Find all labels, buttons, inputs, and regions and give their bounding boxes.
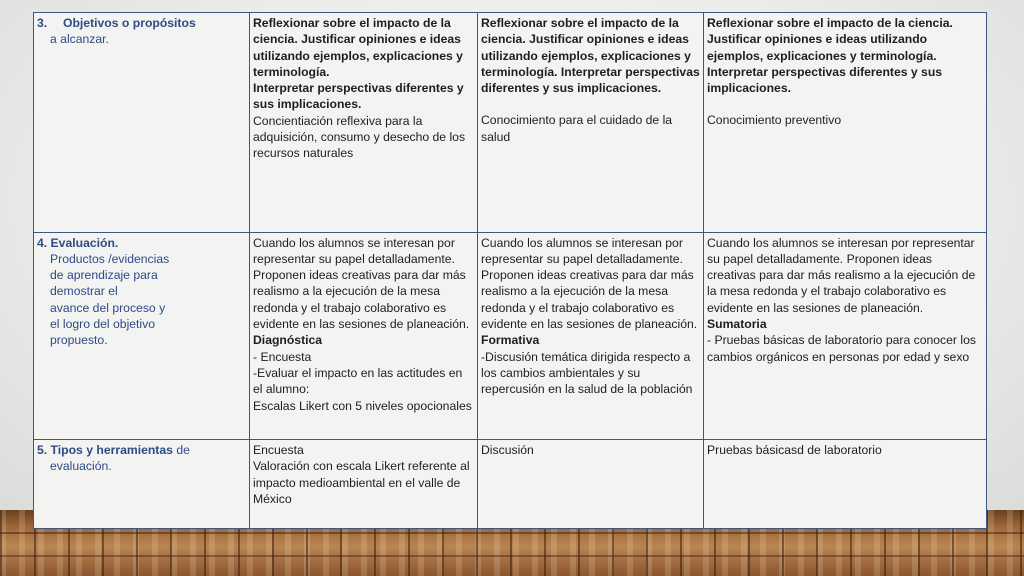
cell-text: Encuesta — [253, 442, 304, 457]
cell-tipos-col2 — [478, 439, 704, 528]
label-title: 5. Tipos y herramientas — [37, 442, 173, 457]
cell-evaluacion-col2 — [478, 232, 704, 439]
cell-bold-text: Reflexionar sobre el impacto de la ciencia. Justificar opiniones e ideas utilizando ejemplos, explicaciones y terminología. Interpretar perspectivas diferentes y sus implicaciones. — [707, 16, 953, 96]
label-line: Productos /evidencias — [50, 251, 170, 266]
cell-objetivos-col1 — [250, 13, 478, 233]
cell-list-item: -Discusión temática dirigida respecto a los cambios ambientales y su repercusión en la salud de la población — [481, 349, 693, 397]
cell-bold-text: Sumatoria — [707, 317, 767, 332]
cell-text: Pruebas básicasd de laboratorio — [707, 442, 882, 457]
cell-objetivos-col3 — [704, 13, 987, 233]
label-title: Objetivos o propósitos — [63, 16, 196, 30]
cell-objetivos-col2 — [478, 13, 704, 233]
cell-text: Conocimiento para el cuidado de la salud — [481, 113, 673, 144]
cell-text: Concientiación reflexiva para la adquisición, consumo y desecho de los recursos naturales — [253, 113, 466, 161]
row-label-objetivos — [34, 13, 250, 233]
label-line: el logro del objetivo — [50, 317, 156, 332]
cell-tipos-col3 — [704, 439, 987, 528]
cell-tipos-col1 — [250, 439, 478, 528]
cell-bold-text: Formativa — [481, 333, 540, 348]
cell-bold-text: Reflexionar sobre el impacto de la ciencia. Justificar opiniones e ideas utilizando ejemplos, explicaciones y terminología. — [253, 16, 463, 79]
label-line: demostrar el — [50, 284, 118, 299]
row-label-tipos — [34, 439, 250, 528]
table-row-evaluacion — [34, 232, 987, 439]
cell-bold-text: Reflexionar sobre el impacto de la ciencia. Justificar opiniones e ideas utilizando ejemplos, explicaciones y terminología. Interpretar perspectivas diferentes y sus implicaciones. — [481, 16, 700, 96]
cell-text: Cuando los alumnos se interesan por representar su papel detalladamente. Proponen ideas creativas para dar más realismo a la ejecución de la mesa redonda y el trabajo colaborativo es evidente en las sesiones de planeación. — [253, 235, 470, 332]
cell-text: Cuando los alumnos se interesan por representar su papel detalladamente. Proponen ideas creativas para dar más realismo a la ejecución de la mesa redonda y el trabajo colaborativo es evidente en las sesiones de planeación. — [707, 235, 976, 315]
cell-bold-text: Diagnóstica — [253, 333, 323, 348]
cell-evaluacion-col1 — [250, 232, 478, 439]
label-suffix: de — [172, 442, 190, 457]
cell-text: Conocimiento preventivo — [707, 113, 842, 128]
label-line: evaluación. — [50, 459, 112, 474]
cell-list-item: Escalas Likert con 5 niveles opocionales — [253, 398, 472, 413]
label-line: avance del proceso y — [50, 300, 166, 315]
cell-text: Valoración con escala Likert referente al impacto medioambiental en el valle de México — [253, 459, 470, 506]
cell-list-item: - Encuesta — [253, 349, 312, 364]
cell-text: Discusión — [481, 442, 534, 457]
planning-table — [33, 12, 987, 529]
cell-list-item: - Pruebas básicas de laboratorio para conocer los cambios orgánicos en personas por edad y sexo — [707, 333, 976, 364]
label-number: 3. — [37, 16, 48, 30]
cell-bold-text: Interpretar perspectivas diferentes y sus implicaciones. — [253, 81, 464, 112]
cell-text: Cuando los alumnos se interesan por representar su papel detalladamente. Proponen ideas creativas para dar más realismo a la ejecución de la mesa redonda y el trabajo colaborativo es evidente en las sesiones de planeación. — [481, 235, 698, 332]
cell-evaluacion-col3 — [704, 232, 987, 439]
label-line: de aprendizaje para — [50, 268, 158, 283]
table-row-objetivos — [34, 13, 987, 233]
label-subtitle: a alcanzar. — [50, 32, 109, 47]
label-title: 4. Evaluación. — [37, 235, 119, 250]
label-line: propuesto. — [50, 333, 108, 348]
table-row-tipos — [34, 439, 987, 528]
row-label-evaluacion — [34, 232, 250, 439]
cell-list-item: -Evaluar el impacto en las actitudes en el alumno: — [253, 365, 463, 397]
